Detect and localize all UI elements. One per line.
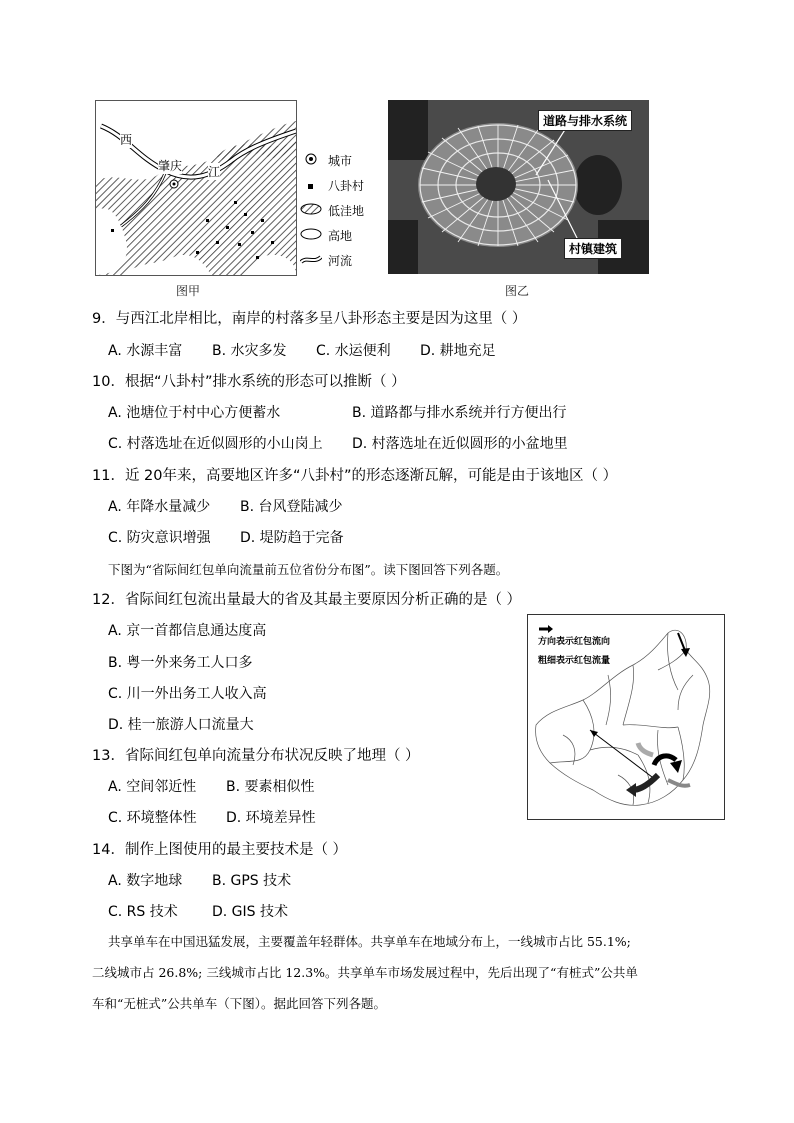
city-label-zhaoqing: 肇庆 <box>158 159 183 173</box>
legend-village-label: 八卦村 <box>328 179 365 193</box>
question-10-option-d: D. 村落选址在近似圆形的小盆地里 <box>352 436 568 452</box>
question-12-option-d: D. 桂一旅游人口流量大 <box>108 717 254 733</box>
city-icon <box>300 153 322 168</box>
legend-direction-text: 方向表示红包流向 <box>538 637 611 647</box>
question-9-option-b: B. 水灾多发 <box>212 343 287 359</box>
legend-highland <box>300 223 364 248</box>
question-13-option-d: D. 环境差异性 <box>226 810 316 826</box>
question-14-stem: 14．制作上图使用的最主要技术是（ ） <box>92 842 348 858</box>
question-11-stem: 11．近 20年来，高要地区许多“八卦村”的形态逐渐瓦解，可能是由于该地区（ ） <box>92 468 618 484</box>
question-13-option-a: A. 空间邻近性 <box>108 779 197 795</box>
lowland-map-graphic <box>96 101 296 275</box>
question-12-option-b: B. 粤一外来务工人口多 <box>108 655 253 671</box>
redpacket-flow-map <box>527 614 725 820</box>
river-label-jiang: 江 <box>208 165 221 179</box>
question-9-stem: 9．与西江北岸相比，南岸的村落多呈八卦形态主要是因为这里（ ） <box>92 311 527 327</box>
question-11-option-c: C. 防灾意识增强 <box>108 530 211 546</box>
legend-city <box>300 148 364 173</box>
river-icon <box>300 253 322 268</box>
question-12-option-c: C. 川一外出务工人收入高 <box>108 686 267 702</box>
legend-village <box>300 173 364 198</box>
question-9-option-a: A. 水源丰富 <box>108 343 183 359</box>
redpacket-intro: 下图为“省际间红包单向流量前五位省份分布图”。读下图回答下列各题。 <box>108 562 509 577</box>
village-dot-icon <box>300 179 322 193</box>
question-10-option-b: B. 道路都与排水系统并行方便出行 <box>352 405 567 421</box>
bike-paragraph-line-3: 车和“无桩式”公共单车（下图）。据此回答下列各题。 <box>92 996 387 1011</box>
river-label-xi: 西 <box>120 133 133 147</box>
question-14-option-a: A. 数字地球 <box>108 873 183 889</box>
legend-lowland-label: 低洼地 <box>328 204 365 218</box>
question-12-stem: 12．省际间红包流出量最大的省及其最主要原因分析正确的是（ ） <box>92 592 522 608</box>
figure-yi-caption: 图乙 <box>505 284 530 298</box>
question-11-option-d: D. 堤防趋于完备 <box>240 530 344 546</box>
question-11-option-a: A. 年降水量减少 <box>108 499 211 515</box>
figure-jia-caption: 图甲 <box>176 284 201 298</box>
lowland-hatch-icon <box>300 203 322 218</box>
legend-highland-label: 高地 <box>328 229 353 243</box>
legend-city-label: 城市 <box>328 154 353 168</box>
question-14-option-b: B. GPS 技术 <box>212 873 292 889</box>
question-13-stem: 13．省际间红包单向流量分布状况反映了地理（ ） <box>92 748 420 764</box>
figure-jia-map <box>95 100 297 276</box>
legend-river <box>300 248 364 273</box>
question-13-option-c: C. 环境整体性 <box>108 810 197 826</box>
question-14-option-d: D. GIS 技术 <box>212 904 288 920</box>
question-12-option-a: A. 京一首都信息通达度高 <box>108 623 267 639</box>
callout-road-drainage: 道路与排水系统 <box>538 110 632 131</box>
question-10-option-c: C. 村落选址在近似圆形的小山岗上 <box>108 436 323 452</box>
question-9-option-d: D. 耕地充足 <box>420 343 496 359</box>
question-9-option-c: C. 水运便利 <box>316 343 391 359</box>
question-13-option-b: B. 要素相似性 <box>226 779 315 795</box>
legend-river-label: 河流 <box>328 254 353 268</box>
figure-jia-legend <box>300 148 364 273</box>
highland-icon <box>300 228 322 243</box>
question-11-option-b: B. 台风登陆减少 <box>240 499 343 515</box>
bike-paragraph-line-1: 共享单车在中国迅猛发展，主要覆盖年轻群体。共享单车在地域分布上，一线城市占比 55.1%; <box>108 934 631 949</box>
callout-village-buildings: 村镇建筑 <box>564 238 622 259</box>
question-14-option-c: C. RS 技术 <box>108 904 178 920</box>
question-10-option-a: A. 池塘位于村中心方便蓄水 <box>108 405 281 421</box>
figure-yi-satellite <box>388 100 649 274</box>
question-10-stem: 10．根据“八卦村”排水系统的形态可以推断（ ） <box>92 374 406 390</box>
legend-lowland <box>300 198 364 223</box>
legend-thickness-text: 粗细表示红包流量 <box>538 656 611 666</box>
bike-paragraph-line-2: 二线城市占 26.8%; 三线城市占比 12.3%。共享单车市场发展过程中，先后出现了“有桩式”公共单 <box>92 965 638 980</box>
